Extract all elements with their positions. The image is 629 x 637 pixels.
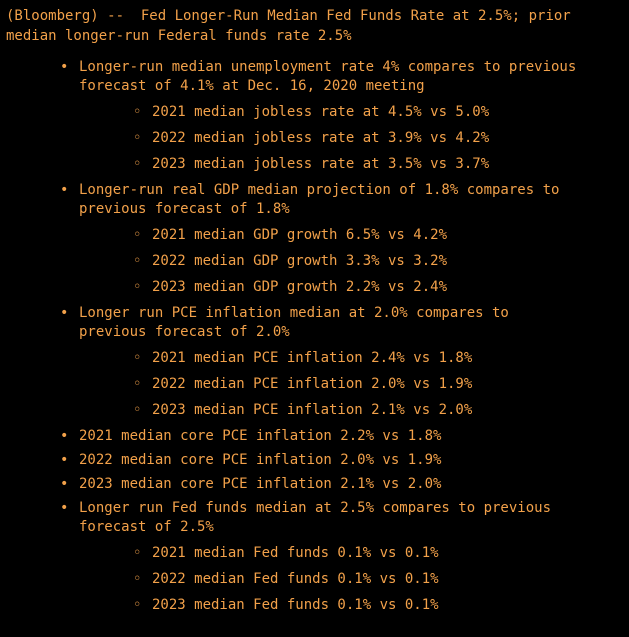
list-item (0, 475, 579, 494)
bullet-icon: • (60, 452, 69, 468)
list-item-text: 2023 median core PCE inflation 2.1% vs 2.0% (79, 476, 442, 492)
bullet-icon: • (60, 500, 69, 516)
sub-list-item (0, 596, 629, 615)
sub-list-item (0, 155, 629, 174)
list-item-text: 2022 median core PCE inflation 2.0% vs 1.9% (79, 452, 442, 468)
hollow-bullet-icon: ◦ (133, 130, 142, 146)
hollow-bullet-icon: ◦ (133, 597, 142, 613)
bullet-icon: • (60, 305, 69, 321)
sub-list-item (0, 252, 629, 271)
list-item (0, 451, 579, 470)
list-item-text: Longer-run median unemployment rate 4% compares to previous forecast of 4.1% at Dec. 16, 2020 meeting (79, 59, 577, 94)
sub-list-item-text: 2022 median jobless rate at 3.9% vs 4.2% (152, 130, 490, 146)
hollow-bullet-icon: ◦ (133, 350, 142, 366)
list-item (0, 58, 579, 96)
hollow-bullet-icon: ◦ (133, 227, 142, 243)
sub-list-item (0, 129, 629, 148)
sub-list-item-text: 2021 median jobless rate at 4.5% vs 5.0% (152, 104, 490, 120)
sub-list-item (0, 375, 629, 394)
sub-list-item (0, 401, 629, 420)
sub-list-item-text: 2023 median GDP growth 2.2% vs 2.4% (152, 279, 448, 295)
bullet-list (0, 58, 629, 622)
hollow-bullet-icon: ◦ (133, 156, 142, 172)
sub-list-item-text: 2023 median Fed funds 0.1% vs 0.1% (152, 597, 439, 613)
sub-list-item-text: 2022 median GDP growth 3.3% vs 3.2% (152, 253, 448, 269)
sub-list-item-text: 2021 median GDP growth 6.5% vs 4.2% (152, 227, 448, 243)
hollow-bullet-icon: ◦ (133, 571, 142, 587)
sub-list-item (0, 544, 629, 563)
list-item (0, 499, 579, 537)
sub-list-item (0, 349, 629, 368)
hollow-bullet-icon: ◦ (133, 279, 142, 295)
bullet-icon: • (60, 182, 69, 198)
hollow-bullet-icon: ◦ (133, 104, 142, 120)
list-item (0, 181, 579, 219)
sub-list-item-text: 2022 median Fed funds 0.1% vs 0.1% (152, 571, 439, 587)
sub-list-item-text: 2022 median PCE inflation 2.0% vs 1.9% (152, 376, 473, 392)
hollow-bullet-icon: ◦ (133, 402, 142, 418)
sub-list-item (0, 226, 629, 245)
list-item-text: 2021 median core PCE inflation 2.2% vs 1.8% (79, 428, 442, 444)
news-headline: (Bloomberg) -- Fed Longer-Run Median Fed Funds Rate at 2.5%; prior median longer-run Federal funds rate 2.5% (6, 8, 580, 44)
hollow-bullet-icon: ◦ (133, 376, 142, 392)
sub-list-item-text: 2021 median PCE inflation 2.4% vs 1.8% (152, 350, 473, 366)
hollow-bullet-icon: ◦ (133, 253, 142, 269)
bullet-icon: • (60, 476, 69, 492)
sub-list-item-text: 2023 median jobless rate at 3.5% vs 3.7% (152, 156, 490, 172)
sub-list-item-text: 2021 median Fed funds 0.1% vs 0.1% (152, 545, 439, 561)
list-item (0, 304, 579, 342)
sub-list-item (0, 103, 629, 122)
bullet-icon: • (60, 59, 69, 75)
list-item-text: Longer run PCE inflation median at 2.0% compares to previous forecast of 2.0% (79, 305, 509, 340)
list-item-text: Longer-run real GDP median projection of 1.8% compares to previous forecast of 1.8% (79, 182, 560, 217)
hollow-bullet-icon: ◦ (133, 545, 142, 561)
sub-list-item (0, 278, 629, 297)
list-item (0, 427, 579, 446)
list-item-text: Longer run Fed funds median at 2.5% compares to previous forecast of 2.5% (79, 500, 552, 535)
sub-list-item (0, 570, 629, 589)
bullet-icon: • (60, 428, 69, 444)
sub-list-item-text: 2023 median PCE inflation 2.1% vs 2.0% (152, 402, 473, 418)
